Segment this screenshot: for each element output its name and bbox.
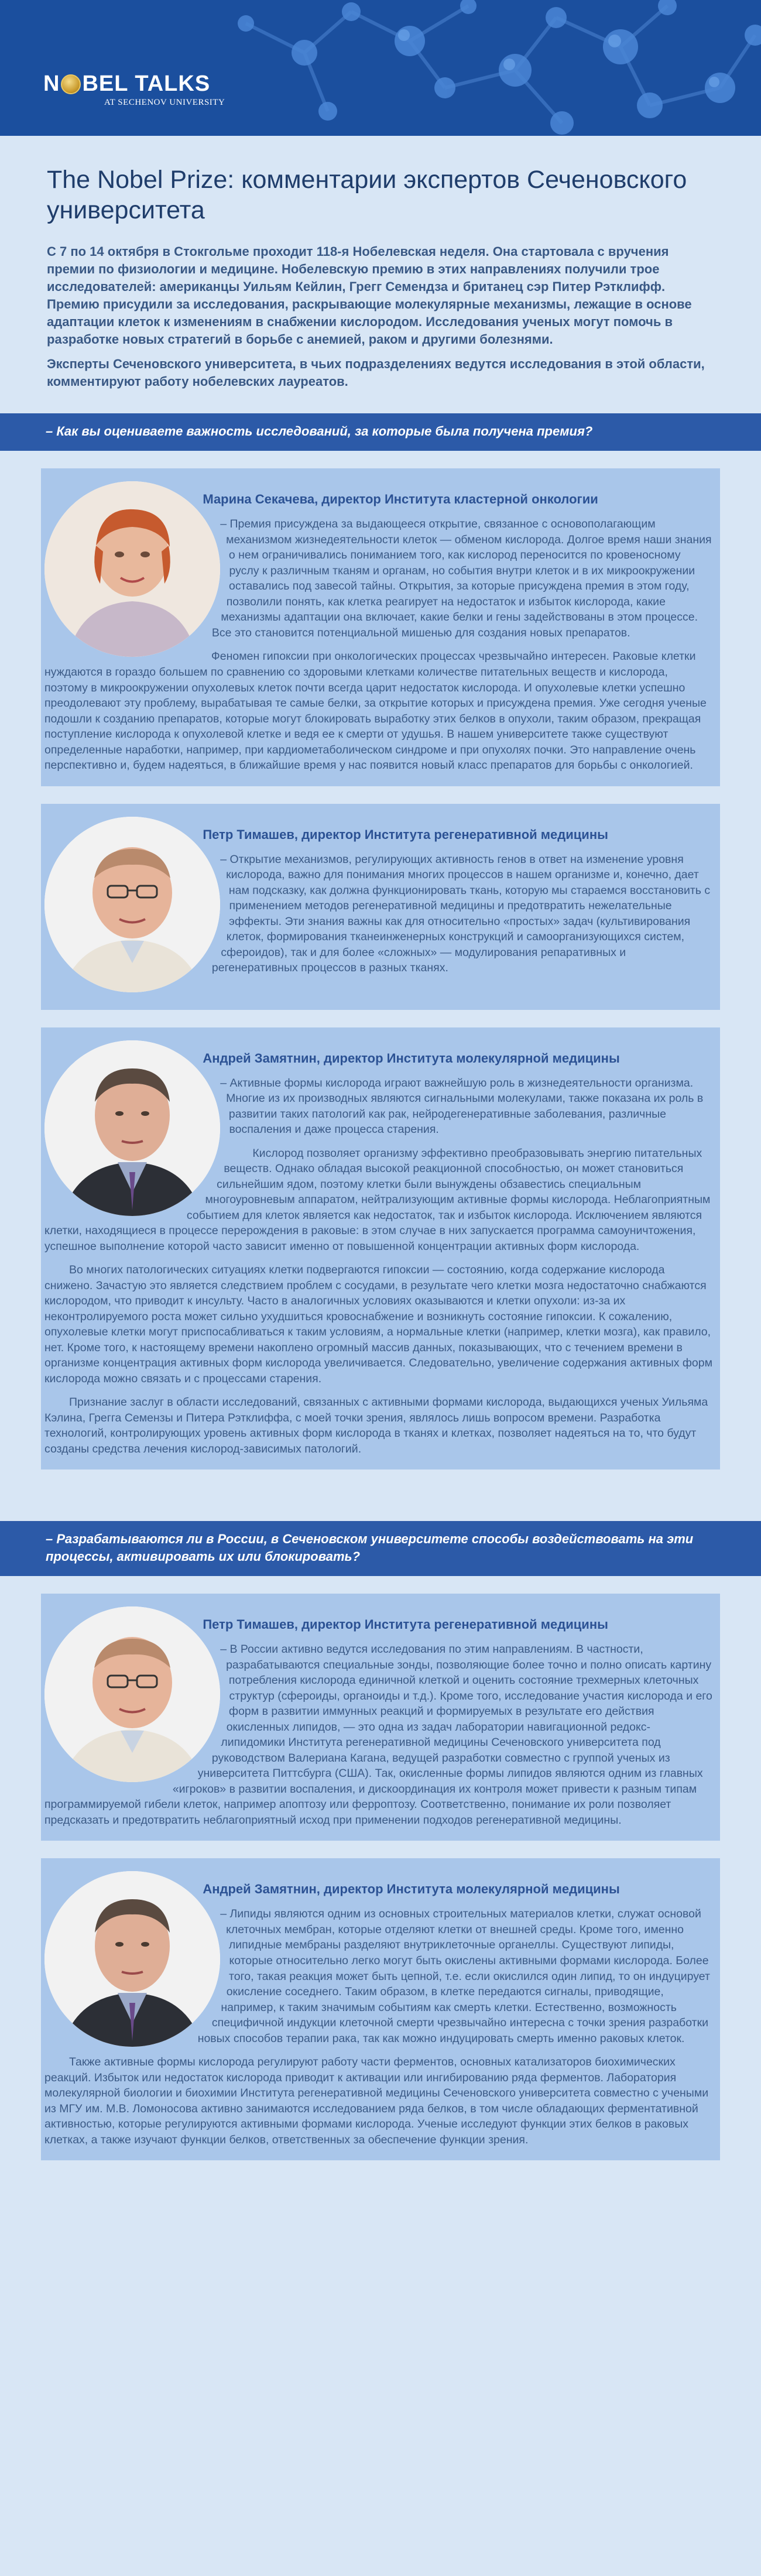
header-banner (0, 0, 761, 136)
intro-paragraph: Эксперты Сеченовского университета, в чьих подразделениях ведутся исследования в этой области, комментируют работу нобелевских лауреатов. (47, 356, 705, 389)
expert-name: Андрей Замятнин, директор Института молекулярной медицины (203, 1050, 620, 1066)
molecule-pattern-icon (0, 0, 761, 136)
expert-card (41, 1858, 720, 2160)
comment-paragraph: Во многих патологических ситуациях клетки подвергаются гипоксии — состоянию, когда содержание кислорода снижено. Зачастую это является следствием проблем с сосудами, в результате чего клетки мозга недостаточно снабжаются кислородом, что приводит к инсульту. Часто в аналогичных условиях оказываются и клетки опухоли: из-за их неконтролируемого роста может сильно ухудшиться кровоснабжение и возникнуть состояние гипоксии. К сожалению, опухолевые клетки могут приспосабливаться к таким условиям, а нормальные клетки (например, клетки мозга), как правило, нет. Кроме того, к настоящему времени накоплено огромный массив данных, показывающих, что с течением времени в организме концентрация активных форм кислорода увеличивается. Следовательно, увеличение содержания активных форм кислорода можно связать и с процессами старения. (44, 1263, 713, 1385)
question-band: – Как вы оцениваете важность исследований, за которые была получена премия? (0, 413, 761, 451)
expert-name: Петр Тимашев, директор Института регенеративной медицины (203, 1617, 608, 1632)
comment-paragraph: – Открытие механизмов, регулирующих активность генов в ответ на изменение уровня кислорода, важно для понимания многих процессов в нашем организме и, конечно, дает нам подсказку, как должна функционировать ткань, которую мы стараемся восстановить с применением методов регенеративной медицины и предотвратить нежелательные эффекты. Эти знания важны как для относительно «простых» задач (культивирования клеток, формирования тканеинженерных конструкций и самоорганизующихся систем, сфероидов), так и для более «сложных» — модулирования репаративных и регенеративных процессов в разных тканях. (211, 852, 711, 975)
expert-card (41, 1594, 720, 1841)
page-title: The Nobel Prize: комментарии экспертов Сеченовского университета (47, 166, 687, 224)
comment-paragraph: – Активные формы кислорода играют важнейшую роль в жизнедеятельности организма. Многие из их производных являются сигнальными молекулами, также показана их роль в развитии таких патологий как рак, нейродегенеративные заболевания, различные воспаления и даже процесса старения. (220, 1076, 704, 1136)
expert-name: Марина Секачева, директор Института кластерной онкологии (203, 492, 598, 507)
expert-photo-avatar (44, 1606, 220, 1782)
logo-letter: N (43, 71, 60, 96)
comment-paragraph: – В России активно ведутся исследования по этим направлениям. В частности, разрабатываются специальные зонды, позволяющие более точно и полно описать картину потребления кислорода единичной клеткой и оценить состояние трехмерных клеточных структур (сфероиды, органоиды и т.д.). Кроме того, исследование участия кислорода и его форм в развитии иммунных реакций и формируемых в результате его действия окисленных липидов, — это одна из задач лаборатории навигационной редокс-липидомики Института регенеративной медицины Сеченовского университета под руководством Валериана Кагана, ведущей разработки совместно с группой ученых из университета Питтсбурга (США). Так, окисленные формы липидов являются одним из главных «игроков» в развитии воспаления, и дискоординация их контроля может привести к разным типам программируемой гибели клеток, например апоптозу или ферроптозу. Соответственно, понимание их роли позволяет предсказать и предотвратить неблагоприятный исход при применении подходов регенеративной медицины. (44, 1643, 712, 1827)
intro-paragraph: С 7 по 14 октября в Стокгольме проходит 118-я Нобелевская неделя. Она стартовала с вручения премии по физиологии и медицине. Нобелевскую премию в этих направлениях получили трое исследователей: американцы Уильям Кейлин, Грегг Семендза и британец сэр Питер Рэтклифф. Премию присудили за исследования, раскрывающие молекулярные механизмы, лежащие в основе адаптации клеток к изменениям в снабжении кислородом. Исследования ученых могут помочь в разработке новых стратегий в борьбе с анемией, раком и другими болезнями. (47, 244, 692, 347)
comment-paragraph: Феномен гипоксии при онкологических процессах чрезвычайно интересен. Раковые клетки нуждаются в гораздо большем по сравнению со здоровыми клетками количестве питательных веществ и кислорода, поэтому в микроокружении опухолевых клеток почти всегда царит недостаток кислорода. И опухолевые клетки успешно преодолевают эту проблему, вырабатывая те самые белки, за открытие которых и присуждена премия. Уже сегодня ученые подошли к созданию препаратов, которые могут блокировать выработку этих белков в опухоли, таким образом, прекращая поступление кислорода к опухолевой клетке и ведя ее к смерти от удушья. В нашем университете также существуют определенные наработки, например, при кардиометаболическом синдроме и при опухолях почки. Это направление очень перспективно и, будем надеяться, в ближайшие время у нас появится новый класс препаратов для борьбы с онкологией. (44, 650, 707, 772)
nobel-medal-icon (61, 74, 81, 94)
expert-photo-avatar (44, 817, 220, 992)
comment-paragraph: Признание заслуг в области исследований, связанных с активными формами кислорода, выдающихся ученых Уильяма Кэлина, Грегга Семензы и Питера Рэтклиффа, с моей точки зрения, являлось лишь вопросом времени. Разработка технологий, контролирующих уровень активных форм кислорода в тканях и клетках, позволяет надеяться на то, что будут созданы средства лечения кислород-зависимых патологий. (44, 1396, 708, 1455)
logo-text: BEL TALKS (82, 71, 211, 96)
expert-card (41, 468, 720, 786)
comment-paragraph: Также активные формы кислорода регулируют работу части ферментов, основных катализаторов биохимических реакций. Избыток или недостаток кислорода приводит к активации или ингибированию ряда ферментов. Лаборатория молекулярной биологии и биохимии Института регенеративной медицины Сеченовского университета совместно с учеными из МГУ им. М.В. Ломоносова активно занимаются исследованием ряда белков, в том числе обладающих ферментативной активностью, которые регулируются активными формами кислорода. Ученые исследуют функции этих белков в раковых клетках, а также изучают функции белков, ответственных за обеспечение функции зрения. (44, 2056, 709, 2146)
expert-photo-avatar (44, 1040, 220, 1216)
expert-photo-avatar (44, 1871, 220, 2047)
logo-subtitle: AT SECHENOV UNIVERSITY (104, 98, 225, 107)
expert-name: Петр Тимашев, директор Института регенеративной медицины (203, 827, 608, 842)
nobel-talks-logo (43, 71, 225, 108)
comment-paragraph: Кислород позволяет организму эффективно преобразовывать энергию питательных веществ. Однако обладая высокой реакционной способностью, он может становиться сильнейшим ядом, поэтому клетки были вынуждены обзавестись специальным многоуровневым аппаратом, нейтрализующим активные формы кислорода. Неблагоприятным событием для клеток является как недостаток, так и избыток кислорода. Исключением являются клетки, находящиеся в процессе перерождения в раковые: в этом случае в них запускается программа самоуничтожения, успешное выполнение которой часто зависит именно от повышенной концентрации активных форм кислорода. (44, 1146, 711, 1253)
comment-paragraph: – Липиды являются одним из основных строительных материалов клетки, служат основой клеточных мембран, которые отделяют клетки от внешней среды. Кроме того, именно липидные мембраны разделяют внутриклеточные органеллы. Существуют липиды, которые относительно легко могут быть окислены активными формами кислорода. Более того, такая реакция может быть цепной, т.е. если окислился один липид, то он индуцирует окисление соседнего. Таким образом, в клетке передаются сигналы, приводящие, например, к таким значимым событиям как смерть клетки. Естественно, возможность специфичной индукции клеточной смерти чрезвычайно интересна с точки зрения разработки новых способов терапии рака, так как можно индуцировать смерть именно раковых клеток. (197, 1907, 710, 2045)
expert-card (41, 804, 720, 1010)
expert-card (41, 1027, 720, 1470)
intro-section (0, 136, 761, 413)
expert-name: Андрей Замятнин, директор Института молекулярной медицины (203, 1882, 620, 1897)
expert-photo-avatar (44, 481, 220, 657)
question-band: – Разрабатываются ли в России, в Сеченовском университете способы воздействовать на эти процессы, активировать их или блокировать? (0, 1521, 761, 1576)
comment-paragraph: – Премия присуждена за выдающееся открытие, связанное с основополагающим механизмом жизнедеятельности клеток — обменом кислорода. Долгое время наши знания о нем ограничивались пониманием того, как кислород переносится по кровеносному руслу к различным тканям и органам, но события внутри клеток и в их микроокружении оставались под завесой тайны. Открытия, за которые присуждена премия в этом году, позволили понять, как клетка реагирует на недостаток и избыток кислорода, какие механизмы адаптации она включает, какие белки и гены задействованы в этом процессе. Все это становится потенциальной мишенью для создания новых препаратов. (211, 518, 712, 639)
